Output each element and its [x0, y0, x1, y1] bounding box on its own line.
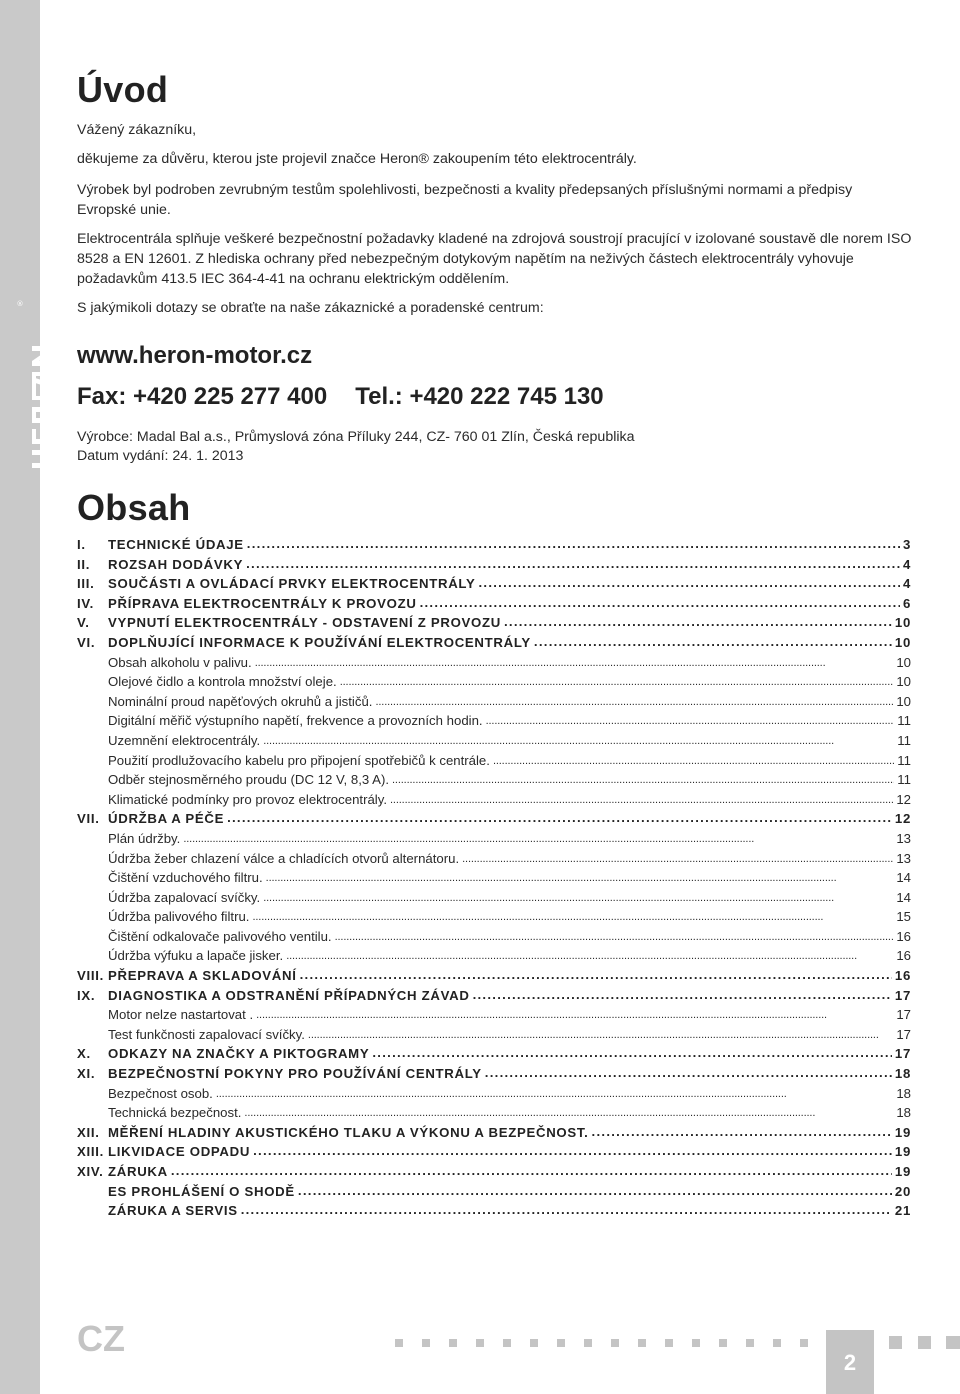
phone-number: Tel.: +420 222 745 130	[355, 383, 604, 410]
toc-entry-page: 10	[896, 693, 911, 709]
toc-entry-page: 17	[896, 1007, 911, 1023]
greeting: Vážený zákazníku,	[77, 122, 197, 138]
toc-dot-leader	[256, 1007, 893, 1021]
toc-entry-number: III.	[77, 576, 95, 592]
toc-entry[interactable]	[77, 831, 911, 851]
toc-entry[interactable]	[77, 694, 911, 714]
toc-dot-leader	[266, 870, 894, 884]
toc-dot-leader	[300, 968, 892, 982]
toc-dot-leader	[298, 1184, 892, 1198]
toc-entry[interactable]	[77, 674, 911, 694]
toc-entry[interactable]	[77, 1184, 911, 1204]
language-code: CZ	[77, 1318, 125, 1359]
toc-entry-number: XI.	[77, 1066, 96, 1082]
toc-entry-page: 4	[902, 576, 911, 592]
toc-entry-title: Obsah alkoholu v palivu.	[108, 654, 252, 670]
registered-mark: ®	[16, 300, 24, 308]
toc-entry-title: Údržba zapalovací svíčky.	[108, 889, 261, 905]
toc-entry-title: VYPNUTÍ ELEKTROCENTRÁLY - ODSTAVENÍ Z PROVOZU	[108, 615, 501, 631]
table-of-contents	[77, 537, 911, 1223]
toc-entry[interactable]	[77, 851, 911, 871]
toc-dot-leader	[534, 635, 892, 649]
toc-entry-page: 10	[894, 634, 911, 650]
toc-dot-leader	[216, 1086, 893, 1100]
toc-entry[interactable]	[77, 909, 911, 929]
toc-entry-title: Odběr stejnosměrného proudu (DC 12 V, 8,3 A).	[108, 772, 390, 788]
toc-entry-title: ROZSAH DODÁVKY	[108, 556, 244, 572]
footer-dot	[611, 1339, 619, 1347]
toc-dot-leader	[335, 929, 894, 943]
toc-entry-page: 11	[897, 713, 911, 729]
toc-entry-title: Údržba žeber chlazení válce a chladících otvorů alternátoru.	[108, 850, 460, 866]
issue-date: Datum vydání: 24. 1. 2013	[77, 448, 244, 464]
toc-entry-title: Klimatické podmínky pro provoz elektrocentrály.	[108, 791, 388, 807]
toc-entry-page: 18	[894, 1066, 911, 1082]
toc-dot-leader	[171, 1164, 892, 1178]
tested-paragraph: Výrobek byl podroben zevrubným testům spolehlivosti, bezpečnosti a kvality předepsaných příslušnými normami a předpisy Evropské unie.	[77, 182, 853, 218]
toc-dot-leader	[340, 674, 894, 688]
toc-entry-title: ZÁRUKA A SERVIS	[108, 1203, 238, 1219]
footer-dot	[800, 1339, 808, 1347]
fax-number: Fax: +420 225 277 400	[77, 383, 328, 410]
toc-dot-leader	[183, 831, 893, 845]
toc-entry[interactable]	[77, 988, 911, 1008]
toc-dot-leader	[372, 1046, 892, 1060]
footer-dot	[530, 1339, 538, 1347]
intro-title: Úvod	[77, 69, 169, 110]
toc-entry[interactable]	[77, 1027, 911, 1047]
toc-entry[interactable]	[77, 733, 911, 753]
toc-entry-title: PŘEPRAVA A SKLADOVÁNÍ	[108, 968, 297, 984]
toc-entry-title: ODKAZY NA ZNAČKY A PIKTOGRAMY	[108, 1046, 370, 1062]
toc-entry-page: 17	[896, 1026, 911, 1042]
contents-title: Obsah	[77, 487, 191, 528]
toc-entry-title: DOPLŇUJÍCÍ INFORMACE K POUŽÍVÁNÍ ELEKTROCENTRÁLY	[108, 634, 531, 650]
toc-entry-page: 10	[894, 615, 911, 631]
toc-dot-leader	[227, 811, 892, 825]
toc-entry[interactable]	[77, 596, 911, 616]
footer-dot	[449, 1339, 457, 1347]
toc-entry-title: Údržba palivového filtru.	[108, 909, 250, 925]
toc-entry-number: VIII.	[77, 968, 104, 984]
toc-entry-page: 4	[902, 556, 911, 572]
toc-entry[interactable]	[77, 1164, 911, 1184]
thanks-paragraph: děkujeme za důvěru, kterou jste projevil značce Heron® zakoupením této elektrocentrály.	[77, 151, 637, 167]
toc-entry[interactable]	[77, 1144, 911, 1164]
toc-dot-leader	[390, 792, 893, 806]
toc-entry-title: TECHNICKÉ ÚDAJE	[108, 537, 244, 552]
toc-entry-title: Digitální měřič výstupního napětí, frekvence a provozních hodin.	[108, 713, 483, 729]
toc-entry[interactable]	[77, 557, 911, 577]
toc-entry-page: 17	[894, 987, 911, 1003]
toc-dot-leader	[246, 557, 900, 571]
footer-dot	[719, 1339, 727, 1347]
toc-dot-leader	[592, 1125, 892, 1139]
toc-entry[interactable]	[77, 1125, 911, 1145]
toc-entry-page: 3	[902, 537, 911, 552]
contact-numbers	[77, 383, 604, 411]
toc-entry[interactable]	[77, 576, 911, 596]
page-number: 2	[843, 1350, 857, 1375]
footer-dot	[395, 1339, 403, 1347]
heron-logo	[0, 300, 40, 470]
toc-entry[interactable]	[77, 968, 911, 988]
toc-dot-leader	[486, 713, 895, 727]
toc-entry-title: Bezpečnost osob.	[108, 1085, 213, 1101]
toc-entry[interactable]	[77, 772, 911, 792]
footer-dot	[422, 1339, 430, 1347]
page-number-box	[826, 1330, 874, 1394]
toc-entry-page: 16	[894, 968, 911, 984]
toc-dot-leader	[485, 1066, 892, 1080]
toc-entry-page: 15	[896, 909, 911, 925]
toc-dot-leader	[255, 655, 894, 669]
toc-entry[interactable]	[77, 635, 911, 655]
toc-entry-title: LIKVIDACE ODPADU	[108, 1144, 251, 1160]
footer-dot	[773, 1339, 781, 1347]
toc-entry-title: Údržba výfuku a lapače jisker.	[108, 948, 284, 964]
toc-entry-number: VII.	[77, 811, 100, 827]
toc-entry-title: Plán údržby.	[108, 830, 181, 846]
toc-entry-title: ÚDRŽBA A PÉČE	[108, 811, 225, 827]
toc-entry-title: Použití prodlužovacího kabelu pro připojení spotřebičů k centrále.	[108, 752, 490, 768]
toc-dot-leader	[375, 694, 893, 708]
footer-dot	[692, 1339, 700, 1347]
contact-paragraph: S jakýmikoli dotazy se obraťte na naše zákaznické a poradenské centrum:	[77, 300, 544, 316]
toc-entry-number: VI.	[77, 634, 96, 650]
toc-entry-title: PŘÍPRAVA ELEKTROCENTRÁLY K PROVOZU	[108, 595, 417, 611]
toc-entry-title: ZÁRUKA	[108, 1164, 168, 1179]
footer-dot	[557, 1339, 565, 1347]
toc-entry[interactable]	[77, 655, 911, 675]
toc-entry-title: Test funkčnosti zapalovací svíčky.	[108, 1026, 305, 1042]
toc-dot-leader	[252, 909, 893, 923]
toc-entry[interactable]	[77, 1086, 911, 1106]
toc-entry[interactable]	[77, 753, 911, 773]
toc-dot-leader	[244, 1105, 893, 1119]
toc-entry-title: Uzemnění elektrocentrály.	[108, 732, 261, 748]
toc-entry-page: 12	[896, 791, 911, 807]
toc-entry-page: 19	[894, 1124, 911, 1140]
brand-side-bar	[0, 0, 40, 1394]
toc-entry-page: 6	[902, 595, 911, 611]
toc-entry[interactable]	[77, 792, 911, 812]
toc-entry-title: Čištění odkalovače palivového ventilu.	[108, 928, 332, 944]
toc-entry-page: 12	[894, 811, 911, 827]
toc-entry-page: 17	[894, 1046, 911, 1062]
toc-entry-number: I.	[77, 537, 86, 552]
toc-entry-page: 20	[894, 1183, 911, 1199]
toc-entry-number: XIV.	[77, 1164, 104, 1179]
toc-entry[interactable]	[77, 537, 911, 557]
toc-entry-page: 14	[896, 870, 911, 886]
toc-entry-title: Motor nelze nastartovat .	[108, 1007, 254, 1023]
toc-dot-leader	[286, 948, 893, 962]
toc-entry-title: Nominální proud napěťových okruhů a jističů.	[108, 693, 373, 709]
toc-entry[interactable]	[77, 811, 911, 831]
toc-entry[interactable]	[77, 948, 911, 968]
footer-dot	[638, 1339, 646, 1347]
footer-square	[918, 1336, 931, 1349]
toc-entry-title: SOUČÁSTI A OVLÁDACÍ PRVKY ELEKTROCENTRÁLY	[108, 576, 476, 592]
manufacturer-info: Výrobce: Madal Bal a.s., Průmyslová zóna Příluky 244, CZ- 760 01 Zlín, Česká republika	[77, 429, 635, 445]
toc-entry-number: IV.	[77, 595, 95, 611]
footer-dot-leader	[395, 1339, 825, 1349]
toc-entry[interactable]	[77, 890, 911, 910]
footer-square	[889, 1336, 902, 1349]
website-link[interactable]: www.heron-motor.cz	[77, 342, 313, 369]
toc-entry-number: X.	[77, 1046, 91, 1062]
toc-entry[interactable]	[77, 713, 911, 733]
toc-dot-leader	[392, 772, 894, 786]
toc-entry[interactable]	[77, 1066, 911, 1086]
toc-dot-leader	[241, 1203, 892, 1217]
toc-entry-page: 14	[896, 889, 911, 905]
toc-entry-page: 11	[897, 772, 911, 788]
toc-entry-page: 11	[897, 752, 911, 768]
toc-dot-leader	[263, 733, 894, 747]
toc-entry-page: 16	[896, 948, 911, 964]
toc-entry-page: 13	[896, 850, 911, 866]
footer-dot	[476, 1339, 484, 1347]
toc-entry-page: 13	[896, 830, 911, 846]
toc-entry[interactable]	[77, 1203, 911, 1223]
toc-entry[interactable]	[77, 870, 911, 890]
toc-entry-page: 11	[897, 732, 911, 748]
toc-entry-page: 21	[894, 1203, 911, 1219]
toc-entry-page: 10	[896, 654, 911, 670]
toc-entry-title: MĚŘENÍ HLADINY AKUSTICKÉHO TLAKU A VÝKONU A BEZPEČNOST.	[108, 1124, 589, 1140]
toc-entry-page: 19	[894, 1164, 911, 1179]
toc-dot-leader	[493, 753, 894, 767]
toc-dot-leader	[263, 890, 893, 904]
toc-entry-title: Čištění vzduchového filtru.	[108, 870, 263, 886]
toc-entry-number: II.	[77, 556, 91, 572]
footer-dot	[746, 1339, 754, 1347]
toc-entry-number: XIII.	[77, 1144, 104, 1160]
toc-entry[interactable]	[77, 1105, 911, 1125]
toc-entry[interactable]	[77, 929, 911, 949]
toc-dot-leader	[420, 596, 900, 610]
toc-entry-title: DIAGNOSTIKA A ODSTRANĚNÍ PŘÍPADNÝCH ZÁVAD	[108, 987, 470, 1003]
toc-entry-page: 10	[896, 674, 911, 690]
toc-entry-page: 19	[894, 1144, 911, 1160]
toc-entry-title: Olejové čidlo a kontrola množství oleje.	[108, 674, 337, 690]
toc-entry-title: ES PROHLÁŠENÍ O SHODĚ	[108, 1183, 295, 1199]
toc-entry-number: IX.	[77, 987, 96, 1003]
toc-dot-leader	[462, 851, 893, 865]
toc-entry-title: Technická bezpečnost.	[108, 1105, 242, 1121]
toc-entry-number: XII.	[77, 1124, 100, 1140]
toc-entry-page: 18	[896, 1085, 911, 1101]
footer-dot	[584, 1339, 592, 1347]
toc-dot-leader	[247, 537, 900, 551]
toc-entry-number: V.	[77, 615, 90, 631]
toc-entry-page: 16	[896, 928, 911, 944]
toc-dot-leader	[253, 1144, 892, 1158]
footer-square	[946, 1336, 960, 1349]
toc-entry-page: 18	[896, 1105, 911, 1121]
compliance-paragraph: Elektrocentrála splňuje veškeré bezpečnostní požadavky kladené na zdrojová soustrojí pracující v izolované soustavě dle norem ISO 8528 a EN 12601. Z hlediska ochrany před nebezpečným dotykovým napětím na neživých částech elektrocentrály vyhovuje požadavkům 413.5 IEC 364-4-41 na ochranu elektrickým oddělením.	[77, 231, 912, 287]
toc-entry[interactable]	[77, 1007, 911, 1027]
toc-dot-leader	[473, 988, 892, 1002]
footer-dot	[503, 1339, 511, 1347]
toc-dot-leader	[504, 615, 892, 629]
toc-dot-leader	[478, 576, 899, 590]
footer-dot	[665, 1339, 673, 1347]
toc-entry-title: BEZPEČNOSTNÍ POKYNY PRO POUŽÍVÁNÍ CENTRÁLY	[108, 1066, 482, 1082]
toc-entry[interactable]	[77, 1046, 911, 1066]
toc-dot-leader	[308, 1027, 893, 1041]
toc-entry[interactable]	[77, 615, 911, 635]
